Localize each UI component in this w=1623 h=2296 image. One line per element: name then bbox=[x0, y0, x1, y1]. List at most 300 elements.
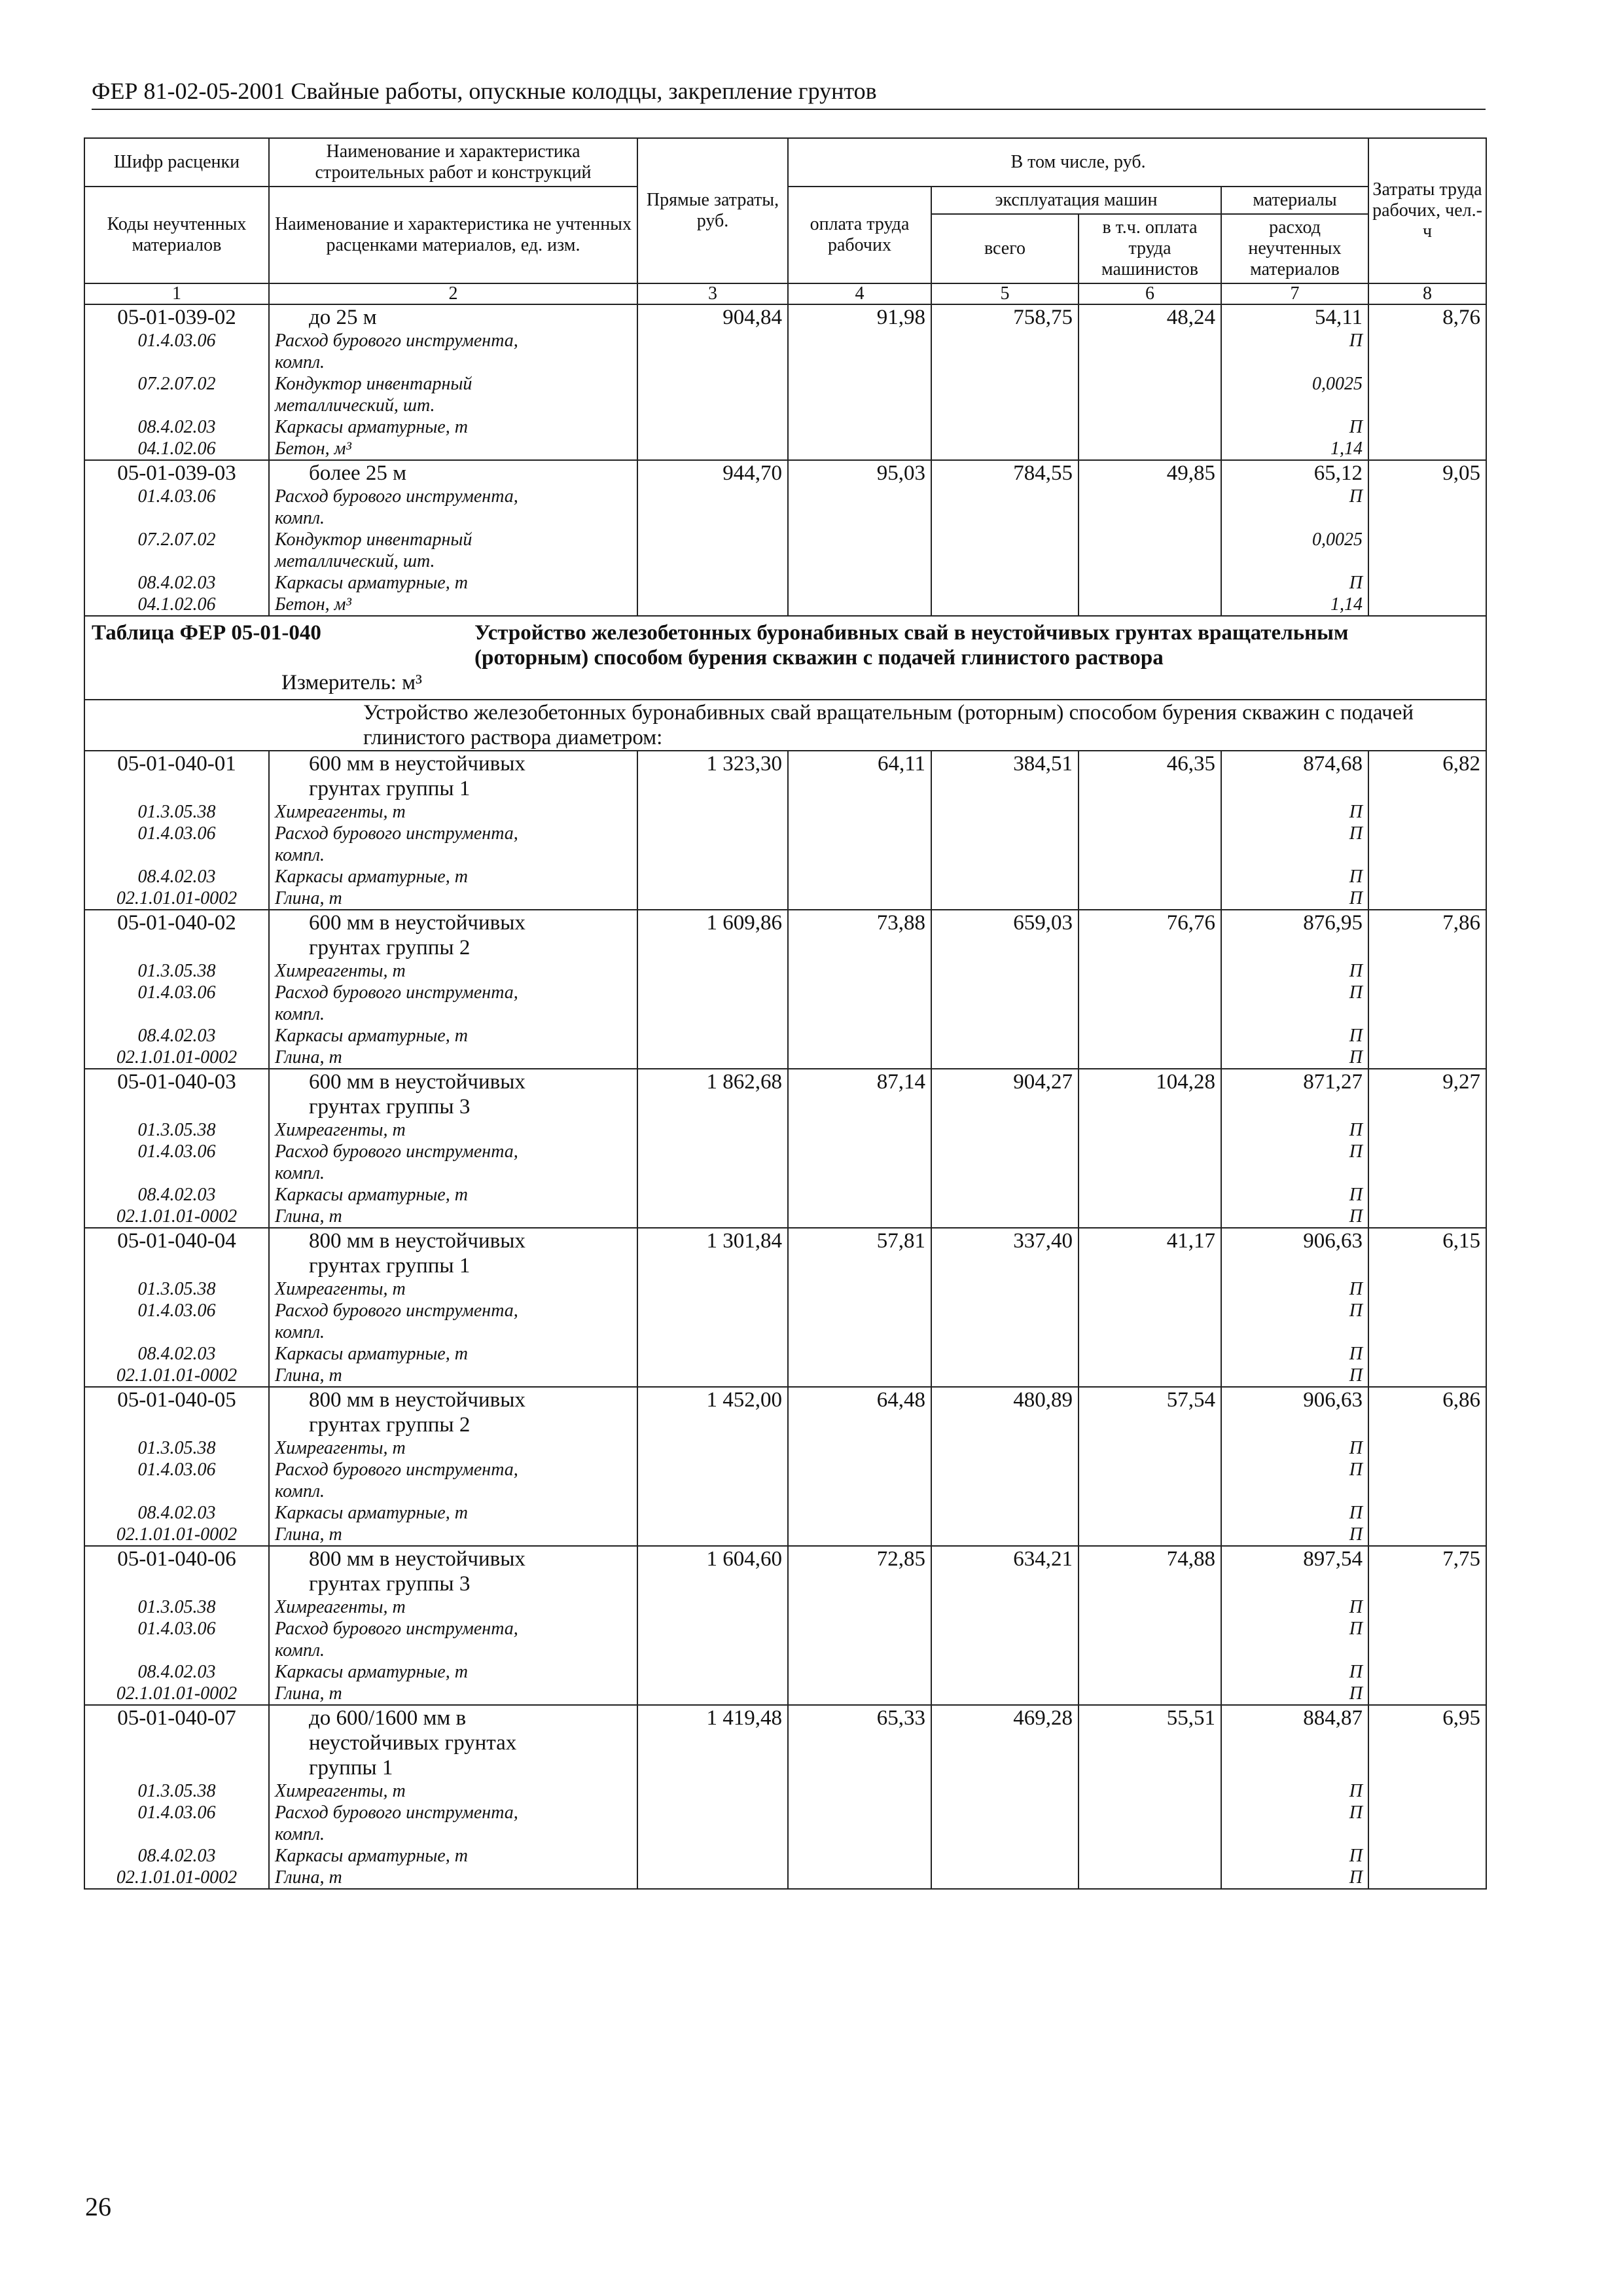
material-row bbox=[84, 1365, 1486, 1387]
material-code: 01.4.03.06 bbox=[84, 1618, 269, 1640]
direct-cost: 1 862,68 bbox=[637, 1069, 788, 1094]
material-row bbox=[84, 1047, 1486, 1069]
machine-wages: 46,35 bbox=[1079, 751, 1221, 776]
material-use: 0,0025 bbox=[1221, 529, 1368, 550]
table-row-continued bbox=[84, 1755, 1486, 1780]
material-code: 01.4.03.06 bbox=[84, 982, 269, 1003]
machine-cost: 384,51 bbox=[931, 751, 1079, 776]
material-row bbox=[84, 1502, 1486, 1524]
material-name: Кондуктор инвентарный bbox=[269, 529, 637, 550]
material-code: 07.2.07.02 bbox=[84, 373, 269, 395]
direct-cost: 904,84 bbox=[637, 304, 788, 330]
head-code: Шифр расценки bbox=[84, 138, 269, 187]
measure-unit: Измеритель: м³ bbox=[281, 671, 422, 694]
material-row bbox=[84, 529, 1486, 550]
head-direct: Прямые затраты, руб. bbox=[637, 138, 788, 283]
material-use: П bbox=[1221, 801, 1368, 823]
machine-cost: 480,89 bbox=[931, 1387, 1079, 1412]
head-materials: материалы bbox=[1221, 187, 1368, 214]
material-name: компл. bbox=[269, 1003, 637, 1025]
material-use bbox=[1221, 1480, 1368, 1502]
material-code: 01.3.05.38 bbox=[84, 1278, 269, 1300]
head-mach-total: всего bbox=[931, 214, 1079, 283]
table-row-continued bbox=[84, 1731, 1486, 1755]
material-code: 02.1.01.01-0002 bbox=[84, 1867, 269, 1889]
material-name: Расход бурового инструмента, bbox=[269, 330, 637, 351]
material-name: Каркасы арматурные, т bbox=[269, 1343, 637, 1365]
table-row-continued bbox=[84, 1094, 1486, 1119]
material-row bbox=[84, 416, 1486, 438]
material-row bbox=[84, 351, 1486, 373]
table-row bbox=[84, 1387, 1486, 1412]
machine-cost: 758,75 bbox=[931, 304, 1079, 330]
material-name: Глина, т bbox=[269, 1867, 637, 1889]
head-machines: эксплуатация машин bbox=[931, 187, 1221, 214]
materials-cost: 897,54 bbox=[1221, 1546, 1368, 1571]
material-code: 08.4.02.03 bbox=[84, 1845, 269, 1867]
material-name: Каркасы арматурные, т bbox=[269, 572, 637, 594]
table-title: Устройство железобетонных буронабивных свай в неустойчивых грунтах вращательным (роторным) способом бурения скважин с подачей глинистого раствора bbox=[474, 621, 1349, 670]
table-row bbox=[84, 1228, 1486, 1253]
material-code: 08.4.02.03 bbox=[84, 1025, 269, 1047]
materials-cost: 871,27 bbox=[1221, 1069, 1368, 1094]
material-name: Каркасы арматурные, т bbox=[269, 1184, 637, 1206]
rate-name: 800 мм в неустойчивых bbox=[269, 1546, 637, 1571]
machine-wages: 48,24 bbox=[1079, 304, 1221, 330]
material-row bbox=[84, 1119, 1486, 1141]
material-code bbox=[84, 507, 269, 529]
material-code: 01.3.05.38 bbox=[84, 1780, 269, 1802]
rate-code: 05-01-040-05 bbox=[84, 1387, 269, 1412]
material-use bbox=[1221, 1823, 1368, 1845]
material-row bbox=[84, 1437, 1486, 1459]
rate-name: до 600/1600 мм в bbox=[269, 1705, 637, 1731]
table-row bbox=[84, 460, 1486, 486]
material-use: П bbox=[1221, 1661, 1368, 1683]
material-use: П bbox=[1221, 1141, 1368, 1162]
rate-name-cont: группы 1 bbox=[269, 1755, 637, 1780]
material-row bbox=[84, 1300, 1486, 1321]
material-use: П bbox=[1221, 486, 1368, 507]
material-name: Каркасы арматурные, т bbox=[269, 1025, 637, 1047]
rate-code: 05-01-039-02 bbox=[84, 304, 269, 330]
rate-name-cont: грунтах группы 2 bbox=[269, 935, 637, 960]
material-code bbox=[84, 351, 269, 373]
material-code: 01.4.03.06 bbox=[84, 486, 269, 507]
material-use: П bbox=[1221, 1802, 1368, 1823]
material-row bbox=[84, 960, 1486, 982]
material-name: Глина, т bbox=[269, 1365, 637, 1387]
material-name: Бетон, м³ bbox=[269, 594, 637, 616]
material-code: 08.4.02.03 bbox=[84, 866, 269, 888]
labor-cost: 9,27 bbox=[1368, 1069, 1486, 1094]
machine-wages: 104,28 bbox=[1079, 1069, 1221, 1094]
material-code: 01.4.03.06 bbox=[84, 1300, 269, 1321]
material-use bbox=[1221, 507, 1368, 529]
material-use bbox=[1221, 550, 1368, 572]
material-name: компл. bbox=[269, 1480, 637, 1502]
materials-cost: 54,11 bbox=[1221, 304, 1368, 330]
rate-code: 05-01-040-01 bbox=[84, 751, 269, 776]
direct-cost: 1 301,84 bbox=[637, 1228, 788, 1253]
rate-name-cont: грунтах группы 2 bbox=[269, 1412, 637, 1437]
material-name: Химреагенты, т bbox=[269, 960, 637, 982]
material-use: П bbox=[1221, 1300, 1368, 1321]
rate-name-cont: грунтах группы 1 bbox=[269, 1253, 637, 1278]
table-description-row bbox=[84, 700, 1486, 751]
material-name: Химреагенты, т bbox=[269, 1437, 637, 1459]
material-use: П bbox=[1221, 1596, 1368, 1618]
material-row bbox=[84, 866, 1486, 888]
material-row bbox=[84, 1321, 1486, 1343]
material-use bbox=[1221, 1003, 1368, 1025]
material-row bbox=[84, 844, 1486, 866]
material-use bbox=[1221, 844, 1368, 866]
material-row bbox=[84, 1141, 1486, 1162]
material-row bbox=[84, 572, 1486, 594]
material-row bbox=[84, 888, 1486, 910]
material-use: П bbox=[1221, 1206, 1368, 1228]
material-row bbox=[84, 330, 1486, 351]
labor-cost: 7,75 bbox=[1368, 1546, 1486, 1571]
labor-cost: 8,76 bbox=[1368, 304, 1486, 330]
machine-wages: 41,17 bbox=[1079, 1228, 1221, 1253]
material-code: 02.1.01.01-0002 bbox=[84, 1365, 269, 1387]
material-row bbox=[84, 438, 1486, 460]
wages-cost: 72,85 bbox=[788, 1546, 931, 1571]
table-row bbox=[84, 910, 1486, 935]
material-row bbox=[84, 594, 1486, 616]
material-code: 01.3.05.38 bbox=[84, 1437, 269, 1459]
material-row bbox=[84, 1845, 1486, 1867]
material-use: П bbox=[1221, 1365, 1368, 1387]
rate-name-cont: грунтах группы 3 bbox=[269, 1094, 637, 1119]
material-row bbox=[84, 395, 1486, 416]
table-row-continued bbox=[84, 1412, 1486, 1437]
labor-cost: 9,05 bbox=[1368, 460, 1486, 486]
material-name: Каркасы арматурные, т bbox=[269, 416, 637, 438]
wages-cost: 64,11 bbox=[788, 751, 931, 776]
machine-cost: 634,21 bbox=[931, 1546, 1079, 1571]
machine-cost: 659,03 bbox=[931, 910, 1079, 935]
materials-cost: 906,63 bbox=[1221, 1228, 1368, 1253]
machine-cost: 337,40 bbox=[931, 1228, 1079, 1253]
material-name: Каркасы арматурные, т bbox=[269, 1502, 637, 1524]
rate-name: 600 мм в неустойчивых bbox=[269, 1069, 637, 1094]
table-row bbox=[84, 751, 1486, 776]
material-row bbox=[84, 1618, 1486, 1640]
table-row-continued bbox=[84, 1253, 1486, 1278]
material-row bbox=[84, 1459, 1486, 1480]
material-use: П bbox=[1221, 1867, 1368, 1889]
material-name: Расход бурового инструмента, bbox=[269, 1459, 637, 1480]
material-name: Каркасы арматурные, т bbox=[269, 1661, 637, 1683]
material-code: 01.4.03.06 bbox=[84, 1141, 269, 1162]
material-row bbox=[84, 1003, 1486, 1025]
material-name: Глина, т bbox=[269, 1047, 637, 1069]
material-use: 1,14 bbox=[1221, 438, 1368, 460]
rate-code: 05-01-040-03 bbox=[84, 1069, 269, 1094]
material-name: Химреагенты, т bbox=[269, 1596, 637, 1618]
material-code bbox=[84, 844, 269, 866]
material-name: Глина, т bbox=[269, 1524, 637, 1546]
table-label: Таблица ФЕР 05-01-040 bbox=[92, 621, 321, 645]
material-row bbox=[84, 1025, 1486, 1047]
material-code: 01.4.03.06 bbox=[84, 1802, 269, 1823]
material-use: П bbox=[1221, 1278, 1368, 1300]
material-code bbox=[84, 1480, 269, 1502]
material-name: компл. bbox=[269, 1823, 637, 1845]
material-use: П bbox=[1221, 1119, 1368, 1141]
material-name: компл. bbox=[269, 844, 637, 866]
material-name: Расход бурового инструмента, bbox=[269, 823, 637, 844]
machine-wages: 76,76 bbox=[1079, 910, 1221, 935]
table-row-continued bbox=[84, 1571, 1486, 1596]
material-row bbox=[84, 486, 1486, 507]
table-description: Устройство железобетонных буронабивных свай вращательным (роторным) способом бурения скважин с подачей глинистого раствора диаметром: bbox=[84, 700, 1486, 751]
rate-code: 05-01-040-06 bbox=[84, 1546, 269, 1571]
labor-cost: 6,86 bbox=[1368, 1387, 1486, 1412]
labor-cost: 6,82 bbox=[1368, 751, 1486, 776]
material-name: Химреагенты, т bbox=[269, 801, 637, 823]
material-code: 02.1.01.01-0002 bbox=[84, 1047, 269, 1069]
material-name: Расход бурового инструмента, bbox=[269, 1802, 637, 1823]
material-use: П bbox=[1221, 1618, 1368, 1640]
material-row bbox=[84, 1480, 1486, 1502]
material-row bbox=[84, 1867, 1486, 1889]
material-row bbox=[84, 1780, 1486, 1802]
direct-cost: 1 609,86 bbox=[637, 910, 788, 935]
rate-name: 800 мм в неустойчивых bbox=[269, 1228, 637, 1253]
material-row bbox=[84, 1278, 1486, 1300]
material-name: Каркасы арматурные, т bbox=[269, 866, 637, 888]
rate-name: 600 мм в неустойчивых bbox=[269, 751, 637, 776]
head-name-unaccounted: Наименование и характеристика не учтенных расценками материалов, ед. изм. bbox=[269, 187, 637, 283]
machine-wages: 57,54 bbox=[1079, 1387, 1221, 1412]
material-use: 0,0025 bbox=[1221, 373, 1368, 395]
rate-name-cont: грунтах группы 1 bbox=[269, 776, 637, 801]
material-use bbox=[1221, 1162, 1368, 1184]
material-code bbox=[84, 1321, 269, 1343]
material-row bbox=[84, 1596, 1486, 1618]
table-row bbox=[84, 304, 1486, 330]
material-use: П bbox=[1221, 960, 1368, 982]
head-code-unaccounted: Коды неучтенных материалов bbox=[84, 187, 269, 283]
table-row bbox=[84, 1705, 1486, 1731]
material-code: 02.1.01.01-0002 bbox=[84, 1206, 269, 1228]
direct-cost: 1 419,48 bbox=[637, 1705, 788, 1731]
rate-code: 05-01-039-03 bbox=[84, 460, 269, 486]
wages-cost: 73,88 bbox=[788, 910, 931, 935]
material-row bbox=[84, 1640, 1486, 1661]
head-name: Наименование и характеристика строительных работ и конструкций bbox=[269, 138, 637, 187]
direct-cost: 944,70 bbox=[637, 460, 788, 486]
column-numbers: 1 2 3 4 5 6 7 8 bbox=[84, 283, 1486, 304]
head-labor: Затраты труда рабочих, чел.-ч bbox=[1368, 138, 1486, 283]
material-code: 08.4.02.03 bbox=[84, 1502, 269, 1524]
material-name: Бетон, м³ bbox=[269, 438, 637, 460]
running-header: ФЕР 81-02-05-2001 Свайные работы, опускные колодцы, закрепление грунтов bbox=[92, 77, 1486, 110]
material-code: 08.4.02.03 bbox=[84, 1661, 269, 1683]
material-code: 08.4.02.03 bbox=[84, 572, 269, 594]
material-use: П bbox=[1221, 1343, 1368, 1365]
wages-cost: 65,33 bbox=[788, 1705, 931, 1731]
head-mach-wages: в т.ч. оплата труда машинистов bbox=[1079, 214, 1221, 283]
wages-cost: 57,81 bbox=[788, 1228, 931, 1253]
material-code: 01.3.05.38 bbox=[84, 1119, 269, 1141]
direct-cost: 1 604,60 bbox=[637, 1546, 788, 1571]
materials-cost: 884,87 bbox=[1221, 1705, 1368, 1731]
material-name: компл. bbox=[269, 1162, 637, 1184]
material-code bbox=[84, 1162, 269, 1184]
direct-cost: 1 452,00 bbox=[637, 1387, 788, 1412]
materials-cost: 876,95 bbox=[1221, 910, 1368, 935]
rate-name: 800 мм в неустойчивых bbox=[269, 1387, 637, 1412]
labor-cost: 6,95 bbox=[1368, 1705, 1486, 1731]
table-title-row bbox=[84, 616, 1486, 700]
material-code: 02.1.01.01-0002 bbox=[84, 888, 269, 910]
material-row bbox=[84, 1206, 1486, 1228]
materials-cost: 874,68 bbox=[1221, 751, 1368, 776]
rate-code: 05-01-040-02 bbox=[84, 910, 269, 935]
material-use: П bbox=[1221, 330, 1368, 351]
material-use: П bbox=[1221, 982, 1368, 1003]
wages-cost: 91,98 bbox=[788, 304, 931, 330]
material-name: Расход бурового инструмента, bbox=[269, 982, 637, 1003]
material-code: 02.1.01.01-0002 bbox=[84, 1524, 269, 1546]
wages-cost: 87,14 bbox=[788, 1069, 931, 1094]
material-name: Химреагенты, т bbox=[269, 1278, 637, 1300]
material-name: компл. bbox=[269, 1321, 637, 1343]
material-use: П bbox=[1221, 1047, 1368, 1069]
material-row bbox=[84, 801, 1486, 823]
material-code: 01.3.05.38 bbox=[84, 1596, 269, 1618]
table-row bbox=[84, 1069, 1486, 1094]
material-row bbox=[84, 550, 1486, 572]
material-row bbox=[84, 823, 1486, 844]
material-code bbox=[84, 1640, 269, 1661]
material-code: 04.1.02.06 bbox=[84, 594, 269, 616]
rate-name: более 25 м bbox=[269, 460, 637, 486]
rate-name-cont: неустойчивых грунтах bbox=[269, 1731, 637, 1755]
material-row bbox=[84, 507, 1486, 529]
material-code: 01.3.05.38 bbox=[84, 801, 269, 823]
machine-cost: 784,55 bbox=[931, 460, 1079, 486]
material-row bbox=[84, 373, 1486, 395]
material-name: компл. bbox=[269, 507, 637, 529]
material-use bbox=[1221, 351, 1368, 373]
material-name: Расход бурового инструмента, bbox=[269, 1141, 637, 1162]
machine-wages: 55,51 bbox=[1079, 1705, 1221, 1731]
material-use: 1,14 bbox=[1221, 594, 1368, 616]
material-name: Каркасы арматурные, т bbox=[269, 1845, 637, 1867]
material-code bbox=[84, 1823, 269, 1845]
material-use: П bbox=[1221, 1459, 1368, 1480]
price-table bbox=[84, 137, 1487, 1890]
material-row bbox=[84, 1802, 1486, 1823]
materials-cost: 65,12 bbox=[1221, 460, 1368, 486]
wages-cost: 95,03 bbox=[788, 460, 931, 486]
material-use: П bbox=[1221, 572, 1368, 594]
material-name: Глина, т bbox=[269, 888, 637, 910]
material-use: П bbox=[1221, 1184, 1368, 1206]
material-name: Химреагенты, т bbox=[269, 1119, 637, 1141]
material-name: Расход бурового инструмента, bbox=[269, 486, 637, 507]
material-use: П bbox=[1221, 1683, 1368, 1705]
material-use bbox=[1221, 1640, 1368, 1661]
machine-cost: 904,27 bbox=[931, 1069, 1079, 1094]
material-code bbox=[84, 395, 269, 416]
material-code: 02.1.01.01-0002 bbox=[84, 1683, 269, 1705]
head-incl: В том числе, руб. bbox=[788, 138, 1368, 187]
material-row bbox=[84, 982, 1486, 1003]
material-code: 01.4.03.06 bbox=[84, 330, 269, 351]
table-row-continued bbox=[84, 776, 1486, 801]
head-wages: оплата труда рабочих bbox=[788, 187, 931, 283]
material-use: П bbox=[1221, 1524, 1368, 1546]
material-code: 01.4.03.06 bbox=[84, 1459, 269, 1480]
material-row bbox=[84, 1683, 1486, 1705]
material-name: Химреагенты, т bbox=[269, 1780, 637, 1802]
material-name: металлический, шт. bbox=[269, 395, 637, 416]
rate-name: 600 мм в неустойчивых bbox=[269, 910, 637, 935]
rate-code: 05-01-040-07 bbox=[84, 1705, 269, 1731]
material-use: П bbox=[1221, 1025, 1368, 1047]
machine-wages: 74,88 bbox=[1079, 1546, 1221, 1571]
material-use: П bbox=[1221, 1780, 1368, 1802]
machine-wages: 49,85 bbox=[1079, 460, 1221, 486]
material-use: П bbox=[1221, 416, 1368, 438]
material-row bbox=[84, 1661, 1486, 1683]
material-row bbox=[84, 1524, 1486, 1546]
material-code: 08.4.02.03 bbox=[84, 1343, 269, 1365]
head-mat-use: расход неучтенных материалов bbox=[1221, 214, 1368, 283]
material-name: Расход бурового инструмента, bbox=[269, 1300, 637, 1321]
material-use: П bbox=[1221, 1502, 1368, 1524]
table-row-continued bbox=[84, 935, 1486, 960]
material-code: 01.3.05.38 bbox=[84, 960, 269, 982]
labor-cost: 7,86 bbox=[1368, 910, 1486, 935]
material-use: П bbox=[1221, 866, 1368, 888]
material-row bbox=[84, 1823, 1486, 1845]
material-name: Кондуктор инвентарный bbox=[269, 373, 637, 395]
material-code: 08.4.02.03 bbox=[84, 1184, 269, 1206]
material-code: 07.2.07.02 bbox=[84, 529, 269, 550]
direct-cost: 1 323,30 bbox=[637, 751, 788, 776]
table-row bbox=[84, 1546, 1486, 1571]
material-row bbox=[84, 1184, 1486, 1206]
rate-name: до 25 м bbox=[269, 304, 637, 330]
material-row bbox=[84, 1343, 1486, 1365]
material-row bbox=[84, 1162, 1486, 1184]
material-code bbox=[84, 550, 269, 572]
machine-cost: 469,28 bbox=[931, 1705, 1079, 1731]
material-use: П bbox=[1221, 823, 1368, 844]
material-use bbox=[1221, 395, 1368, 416]
material-name: металлический, шт. bbox=[269, 550, 637, 572]
material-use: П bbox=[1221, 888, 1368, 910]
wages-cost: 64,48 bbox=[788, 1387, 931, 1412]
labor-cost: 6,15 bbox=[1368, 1228, 1486, 1253]
material-name: Глина, т bbox=[269, 1683, 637, 1705]
material-code: 04.1.02.06 bbox=[84, 438, 269, 460]
rate-code: 05-01-040-04 bbox=[84, 1228, 269, 1253]
material-code bbox=[84, 1003, 269, 1025]
material-name: Глина, т bbox=[269, 1206, 637, 1228]
material-code: 08.4.02.03 bbox=[84, 416, 269, 438]
material-code: 01.4.03.06 bbox=[84, 823, 269, 844]
material-use: П bbox=[1221, 1437, 1368, 1459]
